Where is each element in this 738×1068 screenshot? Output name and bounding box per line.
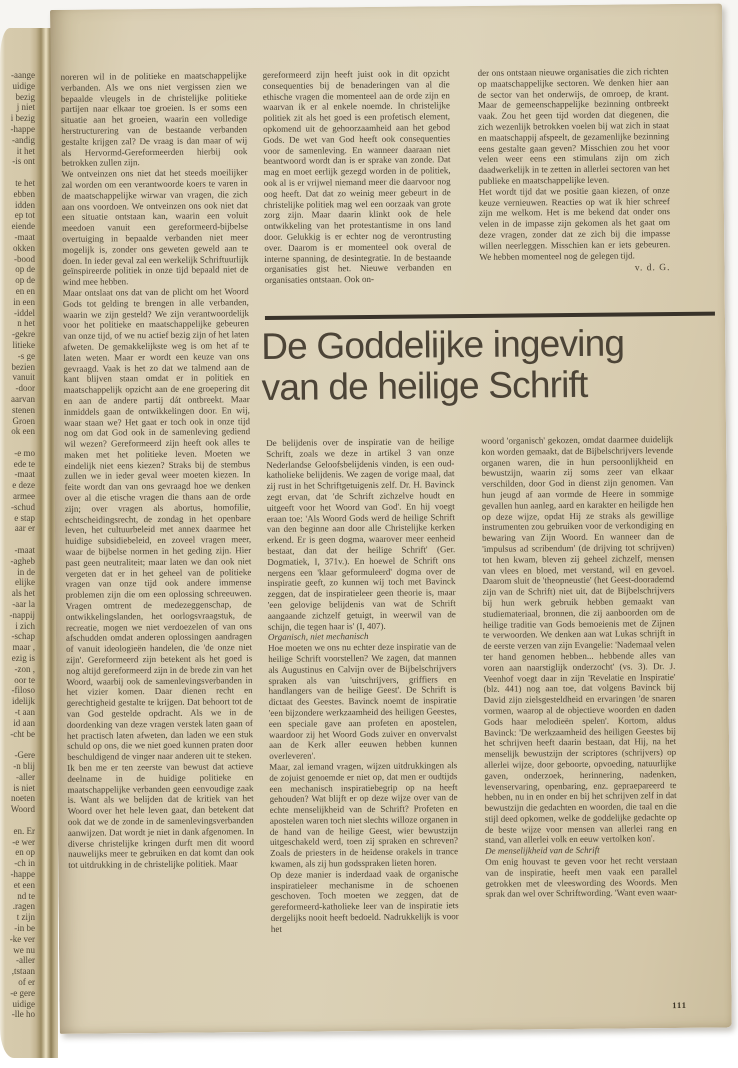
spine-text-fragment: maat-: [14, 545, 35, 556]
spine-text-fragment: we nu: [13, 944, 35, 955]
spine-text-fragment: e gere-: [10, 987, 35, 998]
paragraph: Maar, zal iemand vragen, wijzen uitdrukkingen als de zojuist genoemde er niet op, dat men er oudtijds een mechanisch inspiratiebegrip op na heeft gehouden? Wat blijft er op deze wijze over van de echte menselijkheid van de Schrift? Profeten en apostelen waren toch niet slechts willoze organen in de hand van de heilige Geest, wier bewustzijn uitgeschakeld werd, toen zij spraken en schreven? Zoals de priesters in de heidense orakels in trance kwamen, als zij hun godsspraken lieten horen.: [269, 760, 459, 870]
spine-text-fragment: it het: [16, 145, 35, 156]
spine-text-fragment: ch in-: [14, 858, 35, 869]
paragraph: Ik ben me er ten zeerste van bewust dat actieve deelname in de huidige politieke en maatschappelijke verbanden geen eenvoudige zaak is. Want als we belijden dat de kritiek van het Woord over het hele leven gaat, dan betekent dat ook dat we de zonde in de samenlevingsverbanden aanwijzen. Dat wordt je niet in dank afgenomen. In diverse christelijke kringen durft men dit woord nauwelijks meer te gebruiken en dat komt dan ook tot uitdrukking in de christelijke politiek. Maar: [67, 761, 255, 871]
spine-text-fragment: ok een: [11, 426, 35, 437]
spine-text-fragment: n blij-: [13, 761, 35, 771]
spine-text-fragment: bezig: [15, 91, 35, 102]
spine-text-fragment: bood-: [14, 253, 35, 264]
spine-text-fragment: et een: [13, 879, 35, 890]
spine-text-fragment: ke ver-: [9, 933, 35, 944]
spine-text-fragment: armee: [13, 491, 35, 502]
spine-text-fragment: is ont-: [12, 156, 35, 167]
spine-text-fragment: ebben: [13, 188, 35, 199]
spine-text-fragment: vanuit: [12, 372, 35, 383]
spine-text-fragment: j niet: [16, 102, 35, 113]
spine-text-fragment: aar la-: [12, 599, 35, 610]
spine-text-fragment: Gere-: [14, 750, 35, 761]
spine-text-fragment: ede te: [13, 458, 35, 469]
spine-text-fragment: s ge-: [17, 350, 35, 361]
spine-text-fragment: elijke: [15, 577, 35, 588]
paragraph: gereformeerd zijn heeft juist ook in dit opzicht consequenties bij de benaderingen van al die ethische vragen die momenteel aan de orde zijn en waarvan ik er al enkele noemde. In christelijke politiek zit als het goed is een profetisch element, opkomend uit de gehoorzaamheid aan het gebod Gods. De wet van God heeft ook consequenties voor de samenleving. En wanneer daaraan niet beantwoord wordt dan is er sprake van zonde. Dat mag en moet eerlijk gezegd worden in de politiek, ook al is er vrijwel niemand meer die daarvoor nog oog heeft. Dat dat zo weinig meer gebeurt in de christelijke politiek mag wel een oorzaak van grote zorg zijn. Maar daarin klinkt ook de hele ontwikkeling van het protestantisme in ons land door. Gelukkig is er echter nog de verontrusting over. Daarom is er momenteel ook overal de interne spanning, de desintegratie. In de bestaande organisaties gist het. Nieuwe verbanden en organisaties ontstaan. Ook on-: [262, 68, 452, 286]
spine-text-fragment: [0, 167, 37, 178]
spine-text-fragment: nappij-: [9, 609, 35, 620]
magazine-page: [50, 4, 732, 1034]
paragraph: De menselijkheid van de Schrift: [485, 845, 600, 857]
spine-text-fragment: agheb-: [10, 555, 35, 566]
spine-text-fragment: aarvan: [11, 393, 35, 404]
page-number: 111: [672, 999, 688, 1011]
spine-text-fragment: bezien: [11, 361, 35, 372]
spine-text-fragment: , maar: [12, 642, 35, 653]
paragraph: Hoe moeten we ons nu echter deze inspiratie van de heilige Schrift voorstellen? We zagen, dat mannen als Augustinus en Calvijn over de Bijbelschrijvers spraken als van 'uitschrijvers, griffiers en handlangers van de heilige Geest'. De Schrift is dictaat des Geestes. Bavinck noemt de inspiratie 'een bijzondere werkzaamheid des heiligen Geestes, een speciale gave aan profeten en apostelen, waardoor zij het Woord Gods zuiver en onvervalst aan de Kerk aller eeuwen hebben kunnen overleveren'.: [268, 641, 458, 762]
spine-text-fragment: op de: [15, 264, 35, 275]
spine-text-fragment: aller-: [16, 771, 35, 782]
spine-text-fragment: Groen: [12, 415, 35, 426]
spine-text-fragment: filoso-: [11, 685, 35, 696]
spine-text-fragment: Woord: [10, 804, 35, 815]
spine-text-fragment: en en: [15, 285, 35, 296]
spine-text-fragment: uidige: [12, 80, 35, 91]
spine-text-fragment: ep tot: [14, 210, 35, 221]
spine-text-fragment: in be-: [14, 922, 35, 933]
article-title-line-2: van de heilige Schrift: [261, 363, 588, 408]
spine-text-fragment: i zich: [15, 620, 35, 631]
paragraph: noreren wil in de politieke en maatschappelijke verbanden. Als we ons niet vergissen zien we bepaalde vleugels in de christelijke politieke partijen naar elkaar toe groeien. Is er soms een situatie aan het groeien, waarin een volledige herstructurering van de bestaande verbanden gestalte krijgen zal? De vraag is dan maar of wij als Hervormd-Gereformeerden hierbij ook betrokken zullen zijn.: [60, 70, 248, 169]
spine-text-fragment: schud-: [11, 501, 35, 512]
top-article-column-3: [478, 66, 671, 328]
spine-text-fragment: andig-: [12, 134, 35, 145]
spine-text-fragment: als het: [11, 588, 35, 599]
spine-text-fragment: e mo-: [14, 447, 35, 458]
top-article-column-3-text: [478, 66, 671, 262]
spine-text-fragment: en. Er: [13, 825, 35, 836]
paragraph: woord 'organisch' gekozen, omdat daarmee duidelijk kon worden gemaakt, dat de Bijbelschrijvers levende organen waren, die in hun persoonlijkheid en bewustzijn, waarin zij soms zeer van elkaar verschilden, door God in dienst zijn genomen. Van hun jeugd af aan vormde de Heere in sommige gevallen hun aanleg, aard en karakter en heiligde hen op deze wijze, opdat Hij ze straks als gewillige instrumenten zou gebruiken voor de verkondiging en bewaring van Zijn Woord. En wanneer dan de 'impulsus ad scribendum' (de drijving tot schrijven) tot hen kwam, bleven zij geheel zichzelf, mensen van vlees en bloed, met verstand, wil en gevoel. Daarom sluit de 'theopneustie' (het Geest-doorademd zijn van de Schrift) niet uit, dat de Bijbelschrijvers bij hun werk gebruik hebben gemaakt van studiemateriaal, bronnen, die zij aanboorden om de heilige traditie van Gods bemoeienis met de Zijnen te verwoorden. We denken aan wat Lukas schrijft in de eerste verzen van zijn Evangelie: 'Nademaal velen ter hand genomen hebben... hebbende alles van voren aan naarstiglijk onderzocht' (vs. 3). Dr. J. Veenhof voegt daar in zijn 'Revelatie en Inspiratie' (blz. 441) nog aan toe, dat volgens Bavinck bij David zijn zielsgesteldheid en ervaringen 'de snaren vormen, waarop al de objectieve woorden en daden Gods haar melodieën spelen'. Kortom, aldus Bavinck: 'De werkzaamheid des heiligen Geestes bij het schrijven heeft daarin bestaan, dat Hij, na het menselijk bewustzijn der scriptores (schrijvers) op allerlei wijze, door geboorte, opvoeding, natuurlijke gaven, onderzoek, herinnering, nadenken, levenservaring, openbaring, enz. gepraepareerd te hebben, nu in en onder en bij het schrijven zelf in dat bewustzijn die gedachten en woorden, die taal en die stijl deed opkomen, welke de goddelijke gedachte op de beste wijze voor mensen van allerlei rang en stand, van allerlei volk en eeuw vertolken kon'.: [481, 434, 677, 846]
spine-text-fragment: en op: [15, 847, 35, 858]
spine-text-fragment: nd te: [17, 890, 35, 901]
paragraph: We ontveinzen ons niet dat het steeds moeilijker zal worden om een verantwoorde koers te varen in de maatschappelijke wirwar van vragen, die zich aan ons voordoen. We ontveinzen ons ook niet dat een situatie ontstaan kan, waarin een voluit meedoen vanuit een gereformeerd-bijbelse overtuiging in bepaalde verbanden niet meer mogelijk is, zonder ons geweten geweld aan te doen. In ieder geval zal een werkelijk Schriftuurlijk geïnspireerde politiek in onze tijd bepaald niet de wind mee hebben.: [61, 167, 249, 288]
feature-article-right-column: [481, 434, 679, 1011]
spine-text-fragment: maat-: [14, 231, 35, 242]
spine-text-fragment: of er: [18, 976, 35, 987]
top-article-column-2: [263, 68, 452, 322]
previous-page-text-fragments: [0, 70, 37, 1050]
spine-text-fragment: litieke: [12, 339, 35, 350]
spine-text-fragment: stenen: [12, 404, 35, 415]
paragraph: der ons ontstaan nieuwe organisaties die zich richten op maatschappelijke sectoren. We denken hier aan de sector van het onderwijs, de omroep, de krant. Maar de gemeenschappelijke bezinning ontbreekt vaak. Zou het geen tijd worden dat diegenen, die zich wezenlijk betrokken voelen bij wat zich in staat en maatschappij afspeelt, de gezamenlijke bezinning eens gestalte gaan geven? Misschien zou het voor velen weer eens een stimulans zijn om zich daadwerkelijk in te zetten in allerlei sectoren van het publieke en maatschappelijke leven.: [477, 66, 670, 186]
spine-text-fragment: [0, 739, 37, 750]
spine-text-fragment: gekre-: [12, 329, 35, 340]
spine-text-fragment: [0, 437, 37, 448]
spine-text-fragment: idden: [15, 199, 35, 210]
spine-text-fragment: aange-: [11, 70, 35, 80]
paragraph: Op deze manier is inderdaad vaak de organische inspiratieleer mechanisme in de schoenen geschoven. Toch moeten we zeggen, dat de gereformeerd-katholieke leer van de inspiratie iets dergelijks nooit heeft bedoeld. Nadrukkelijk is voor het: [270, 867, 459, 934]
spine-text-fragment: [0, 815, 37, 826]
spine-text-fragment: n het: [17, 318, 35, 329]
spine-text-fragment: door-: [15, 383, 35, 394]
spine-text-fragment: eiende: [11, 221, 35, 232]
spine-text-fragment: ragen.: [12, 901, 35, 912]
spine-text-fragment: is niet: [13, 782, 35, 793]
spine-text-fragment: e deze: [12, 480, 35, 491]
spine-text-fragment: in een: [13, 296, 35, 307]
spine-text-fragment: okken: [13, 242, 35, 253]
article-title-line-1: De Goddelijke ingeving: [261, 322, 625, 367]
article-title: [261, 322, 722, 408]
spine-text-fragment: [0, 534, 37, 545]
spine-text-fragment: ezig is: [11, 653, 35, 664]
paragraph: Organisch, niet mechanisch: [267, 631, 369, 643]
spine-text-fragment: , zon-: [14, 663, 35, 674]
spine-text-fragment: aar er: [14, 523, 35, 534]
spine-text-fragment: iddel-: [14, 307, 35, 318]
spine-text-fragment: te het: [15, 177, 35, 188]
paragraph: Het wordt tijd dat we positie gaan kiezen, of onze keuze vernieuwen. Reacties op wat ik hier schreef zijn me welkom. Het is me bekend dat onder ons velen in de impasse zijn gekomen als het gaat om deze vragen, zonder dat ze zich bij die impasse willen neerleggen. Misschien kan er iets gebeuren. We hebben momenteel nog de gelegen tijd.: [478, 184, 671, 262]
spine-text-fragment: maat-: [14, 469, 35, 480]
spine-text-fragment: i bezig: [10, 113, 35, 124]
spine-text-fragment: e wer-: [12, 836, 35, 847]
top-article-column-1: [61, 70, 256, 1022]
author-initials: v. d. G.: [634, 263, 671, 274]
spine-text-fragment: noeten: [11, 793, 35, 804]
spine-text-fragment: cht be-: [10, 728, 35, 739]
spine-text-fragment: tstaan,: [11, 966, 35, 977]
spine-text-fragment: aller-: [16, 955, 35, 966]
spine-text-fragment: t aan-: [14, 707, 35, 718]
spine-text-fragment: happe-: [10, 868, 35, 879]
spine-text-fragment: uidige: [12, 998, 35, 1009]
book-spine-edge: [0, 28, 58, 1058]
spine-text-fragment: e stap: [14, 512, 35, 523]
paragraph: Maar ontslaat ons dat van de plicht om het Woord Gods tot gelding te brengen in alle verbanden, waarin we zijn gesteld? We zijn verantwoordelijk voor het politieke en maatschappelijke gebeuren van onze tijd, of we nu actief bezig zijn of het laten afweten. De gemakkelijkste weg is om het af te laten weten. Maar er wordt een keuze van ons gevraagd. Vaak is het zo dat we talmend aan de kant blijven staan omdat er in politiek en maatschappelijk opzicht aan de ene groepering dit en aan de andere partij dát ontbreekt. Maar inmiddels gaan de ontwikkelingen door. En wij, waar staan we? Het gaat er toch ook in onze tijd nog om dat God ook in de samenleving gediend wil wezen? Gereformeerd zijn heeft ook alles te maken met het politieke leven. Moeten we eindelijk niet eens kiezen? Straks bij de stembus zullen we in ieder geval weer moeten kiezen. In feite wordt dan van ons gevraagd hoe we denken over al die etische vragen die thans aan de orde zijn; over vragen als abortus, homofilie, echtscheidingsrecht, de zondag in het openbare leven, het cultuurbeleid met annex daarmee het huidige subsidiebeleid, en zoveel vragen meer, waar de bijbelse normen in het geding zijn. Hier past geen neutraliteit; maar laten we dan ook niet vergeten dat er in het geheel van de politieke vragen van onze tijd ook andere immense problemen zijn die om een oplossing schreeuwen. Vragen omtrent de medezeggenschap, de ontwikkelingslanden, het oorlogsvraagstuk, de recreatie, mogen we niet verdoezelen of van ons afschudden omdat anderen oplossingen aandragen of vanuit ideologieën handelen, die 'de onze niet zijn'. Gereformeerd zijn betekent als het goed is nog altijd gereformeerd zijn in de brede zin van het Woord, waarbij ook de samenlevingsverbanden in het vizier komen. Daar dienen recht en gerechtigheid gestalte te krijgen. Dat behoort tot de van God gestelde opdracht. Als we in de doordenking van deze vragen verstek laten gaan of het practisch laten afweten, dan laden we een stuk schuld op ons, die we niet goed kunnen praten door beschuldigend de vinger naar anderen uit te steken.: [62, 286, 254, 763]
spine-text-fragment: lle ho-: [11, 1009, 35, 1020]
spine-text-fragment: t zijn: [16, 912, 35, 923]
spine-text-fragment: id aan: [13, 717, 35, 728]
paragraph: Om enig houvast te geven voor het recht verstaan van de inspiratie, heeft men vaak een parallel getrokken met de vleeswording des Woords. Men sprak dan wel over Schriftwording. 'Want even waar-: [485, 855, 678, 900]
spine-text-fragment: oor te: [14, 674, 35, 685]
spine-text-fragment: happe-: [10, 123, 35, 134]
spine-text-fragment: idelijk: [12, 696, 35, 707]
paragraph: De belijdenis over de inspiratie van de heilige Schrift, zoals we deze in artikel 3 van onze Nederlandse Geloofsbelijdenis vinden, is een oud-katholieke belijdenis. We zagen de vorige maal, dat zij rust in het Schriftgetuigenis zelf. Dr. H. Bavinck zegt ervan, dat 'de Schrift zichzelve houdt en uitgeeft voor het Woord van God'. En hij voegt eraan toe: 'Als Woord Gods werd de heilige Schrift van den beginne aan door alle Christelijke kerken erkend. Er is geen dogma, waarover meer eenheid bestaat, dan dat der heilige Schrift' (Ger. Dogmatiek, I, 371v.). En hoewel de Schrift ons nergens een 'klaar geformuleerd' dogma over de inspiratie geeft, zo kunnen wij toch met Bavinck zeggen, dat de inspiratieleer geen theorie is, maar 'een gelovige belijdenis van wat de Schrift aangaande zichzelf getuigt, in weerwil van de schijn, die tegen haar is' (I, 407).: [266, 436, 456, 632]
feature-article-left-column: [266, 436, 459, 1006]
spine-text-fragment: in de: [17, 566, 35, 577]
spine-text-fragment: schap-: [11, 631, 35, 642]
spine-text-fragment: op de: [15, 275, 35, 286]
